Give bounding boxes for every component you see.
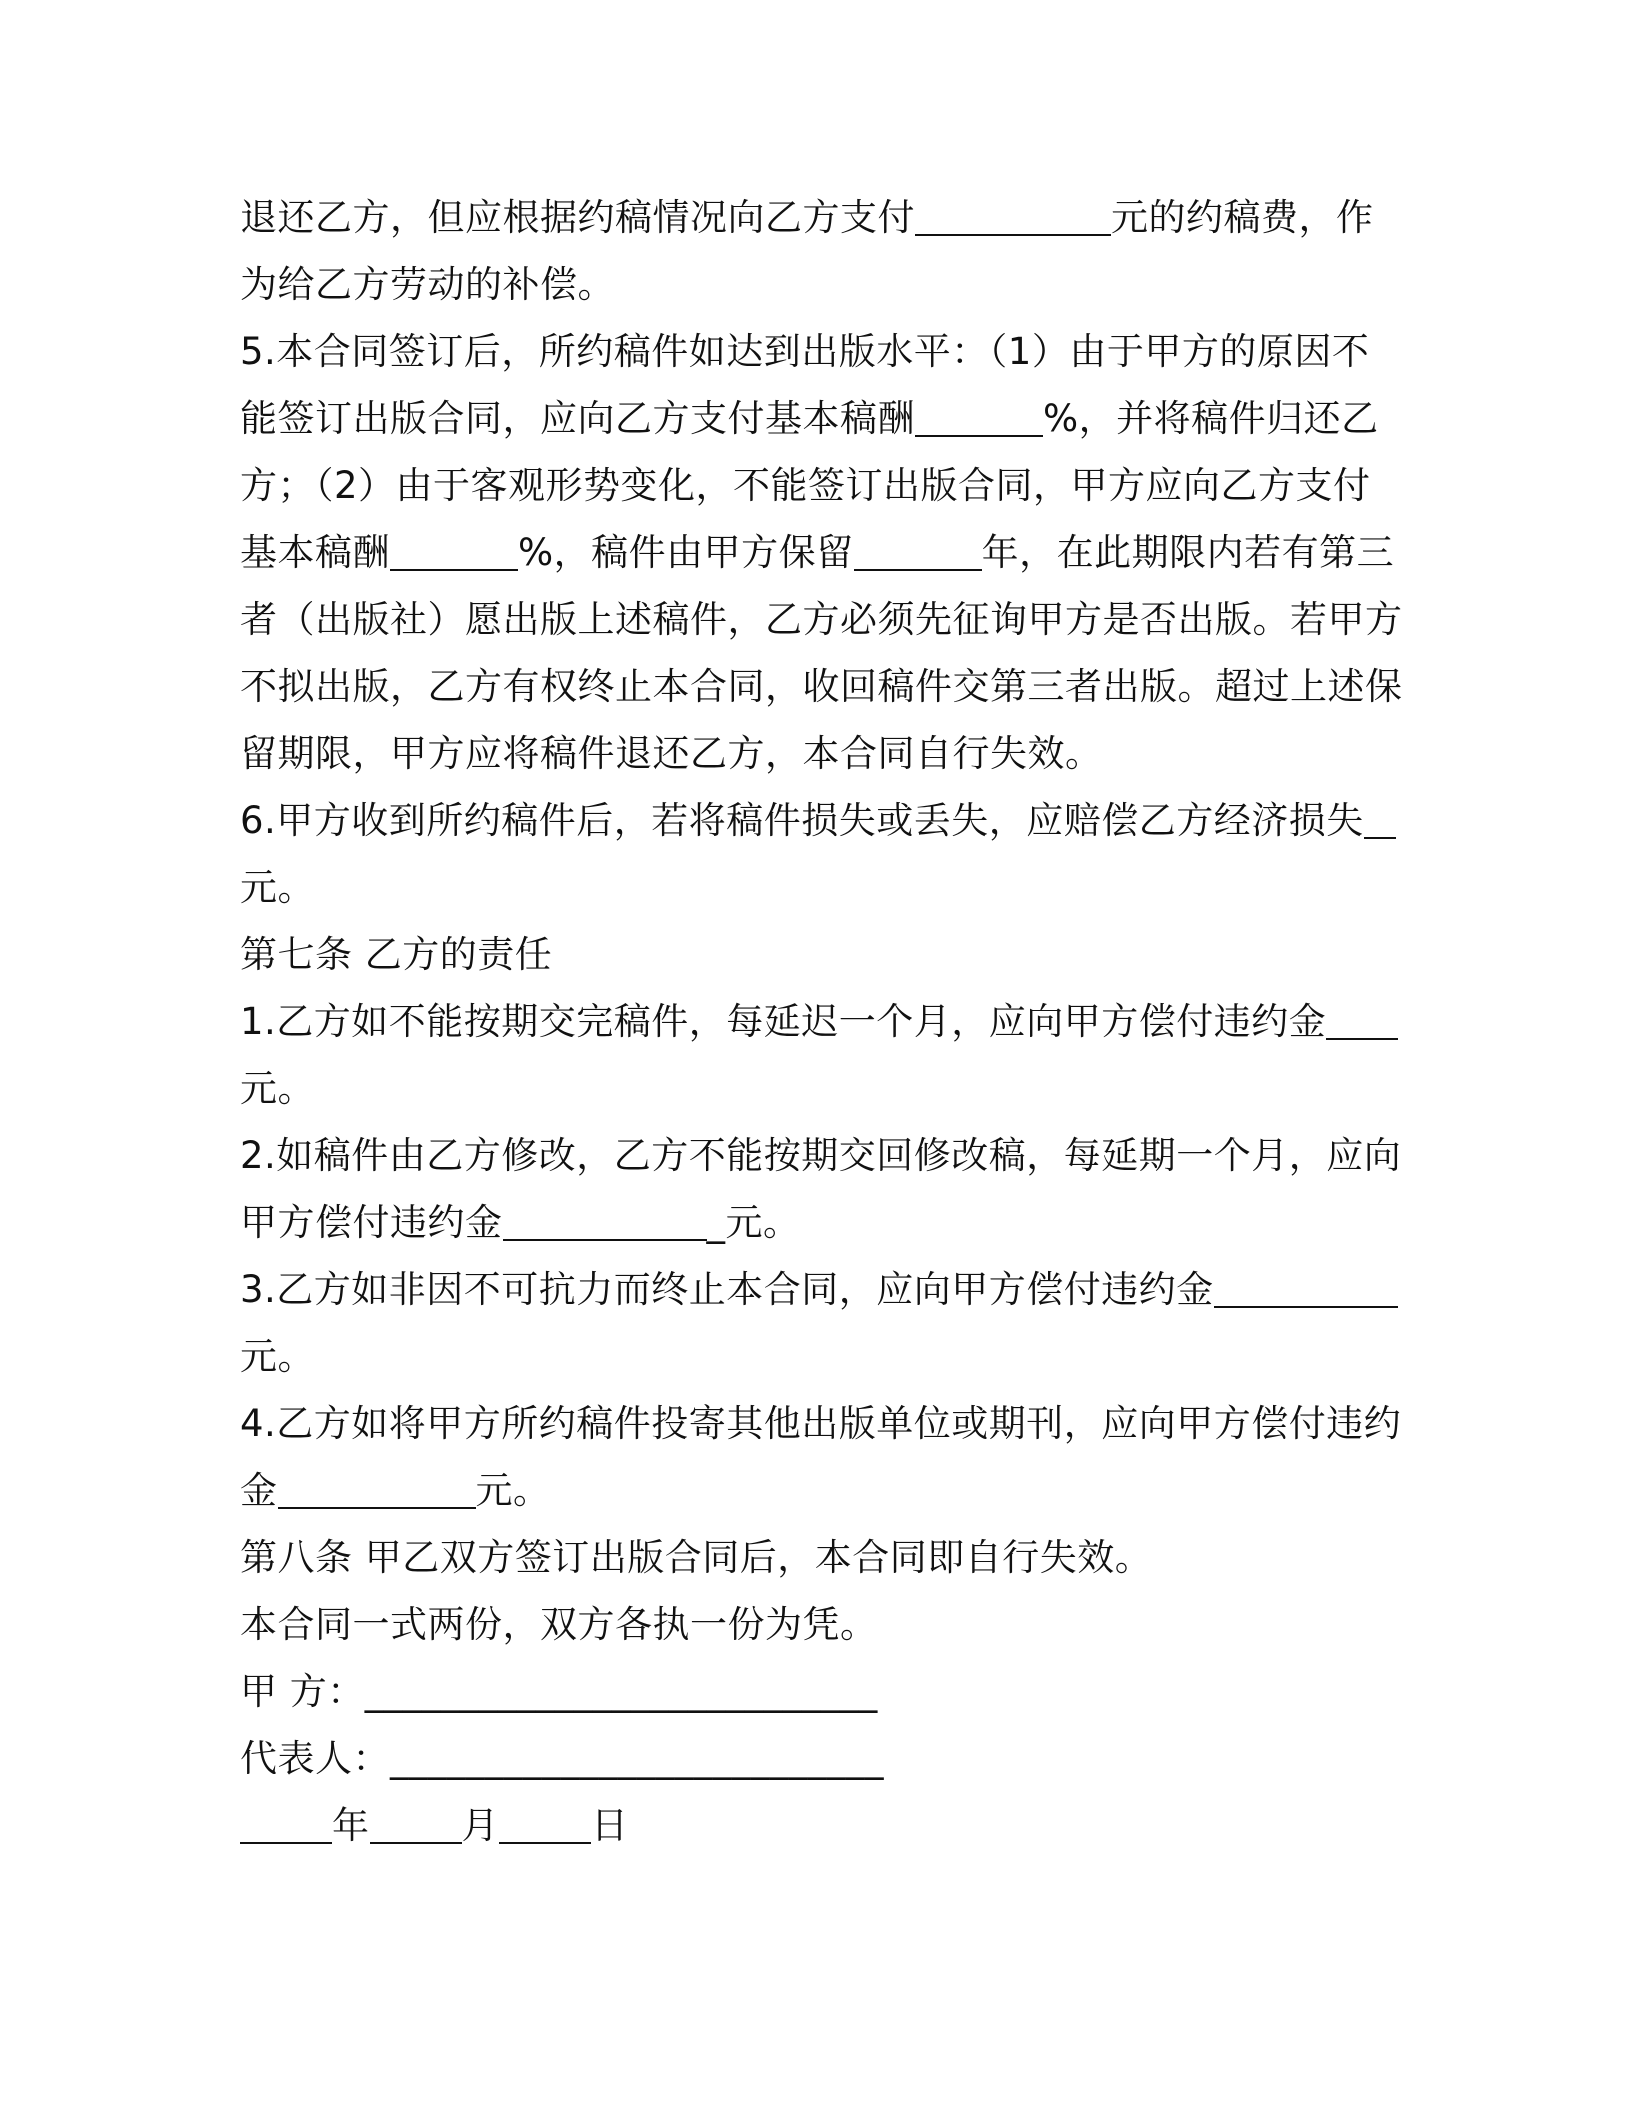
paragraph-line — [240, 251, 1388, 318]
paragraph-line — [240, 385, 1388, 452]
fill-blank — [503, 1195, 707, 1241]
paragraph-line — [240, 653, 1403, 720]
paragraph-line — [240, 1122, 1402, 1189]
text: 4.乙方如将甲方所约稿件投寄其他出版单位或期刊，应向甲方偿付违约 — [240, 1402, 1402, 1445]
text: 2.如稿件由乙方修改，乙方不能按期交回修改稿，每延期一个月，应向 — [240, 1134, 1402, 1177]
text: 留期限，甲方应将稿件退还乙方，本合同自行失效。 — [240, 732, 1103, 775]
text: 者（出版社）愿出版上述稿件，乙方必须先征询甲方是否出版。若甲方 — [240, 598, 1403, 641]
year-label: 年 — [332, 1804, 370, 1847]
representative-signature-line — [240, 1725, 1388, 1792]
paragraph-line — [240, 318, 1388, 385]
paragraph-line — [240, 720, 1388, 787]
text: 能签订出版合同，应向乙方支付基本稿酬 — [240, 397, 915, 440]
fill-blank — [1214, 1262, 1398, 1308]
text: 不拟出版，乙方有权终止本合同，收回稿件交第三者出版。超过上述保 — [240, 665, 1403, 708]
month-label: 月 — [461, 1804, 499, 1847]
fill-blank — [278, 1463, 476, 1509]
text: 第八条 甲乙双方签订出版合同后，本合同即自行失效。 — [240, 1536, 1153, 1579]
text: %，并将稿件归还乙 — [1043, 397, 1379, 440]
paragraph-line — [240, 586, 1403, 653]
text: 基本稿酬 — [240, 531, 390, 574]
text: 6.甲方收到所约稿件后，若将稿件损失或丢失，应赔偿乙方经济损失 — [240, 799, 1364, 842]
paragraph-line — [240, 1323, 1388, 1390]
year-blank — [240, 1798, 332, 1844]
text: 方；（2）由于客观形势变化，不能签订出版合同，甲方应向乙方支付 — [240, 464, 1371, 507]
text: 1.乙方如不能按期交完稿件，每延迟一个月，应向甲方偿付违约金 — [240, 1000, 1327, 1043]
text: 金 — [240, 1469, 278, 1512]
paragraph-line — [240, 988, 1388, 1055]
paragraph-line — [240, 519, 1395, 586]
paragraph-line — [240, 452, 1388, 519]
paragraph-line — [240, 1256, 1388, 1323]
fill-blank — [915, 391, 1043, 437]
text: 第七条 乙方的责任 — [240, 933, 553, 976]
paragraph-line — [240, 854, 1388, 921]
text: %，稿件由甲方保留 — [518, 531, 854, 574]
day-label: 日 — [591, 1804, 629, 1847]
paragraph-line — [240, 1055, 1388, 1122]
text: 元。 — [240, 866, 315, 909]
party-a-signature-line — [240, 1658, 1388, 1725]
month-blank — [370, 1798, 462, 1844]
section-heading — [240, 1524, 1388, 1591]
paragraph-line — [240, 1390, 1402, 1457]
contract-body — [240, 184, 1403, 1859]
text: 为给乙方劳动的补偿。 — [240, 263, 615, 306]
paragraph-line — [240, 787, 1388, 854]
fill-blank — [854, 525, 982, 571]
text: _元。 — [706, 1201, 801, 1244]
text: 元。 — [475, 1469, 551, 1512]
text: 代表人：__________________________ — [240, 1737, 884, 1780]
text: 甲方偿付违约金 — [240, 1201, 503, 1244]
paragraph-line — [240, 1591, 1388, 1658]
text: 退还乙方，但应根据约稿情况向乙方支付 — [240, 196, 915, 239]
text: 元。 — [240, 1335, 315, 1378]
fill-blank — [1364, 793, 1396, 839]
text: 本合同一式两份，双方各执一份为凭。 — [240, 1603, 878, 1646]
text: 甲 方：___________________________ — [240, 1670, 878, 1713]
paragraph-line — [240, 1457, 1388, 1524]
text: 年，在此期限内若有第三 — [981, 531, 1395, 574]
section-heading — [240, 921, 1388, 988]
paragraph-line — [240, 184, 1388, 251]
date-line — [240, 1792, 1388, 1859]
text: 3.乙方如非因不可抗力而终止本合同，应向甲方偿付违约金 — [240, 1268, 1214, 1311]
fill-blank — [390, 525, 518, 571]
fill-blank — [1326, 994, 1398, 1040]
text: 元的约稿费，作 — [1111, 196, 1374, 239]
text: 5.本合同签订后，所约稿件如达到出版水平：（1）由于甲方的原因不 — [240, 330, 1370, 373]
text: 元。 — [240, 1067, 315, 1110]
fill-blank — [915, 190, 1111, 236]
day-blank — [499, 1798, 591, 1844]
paragraph-line — [240, 1189, 1388, 1256]
